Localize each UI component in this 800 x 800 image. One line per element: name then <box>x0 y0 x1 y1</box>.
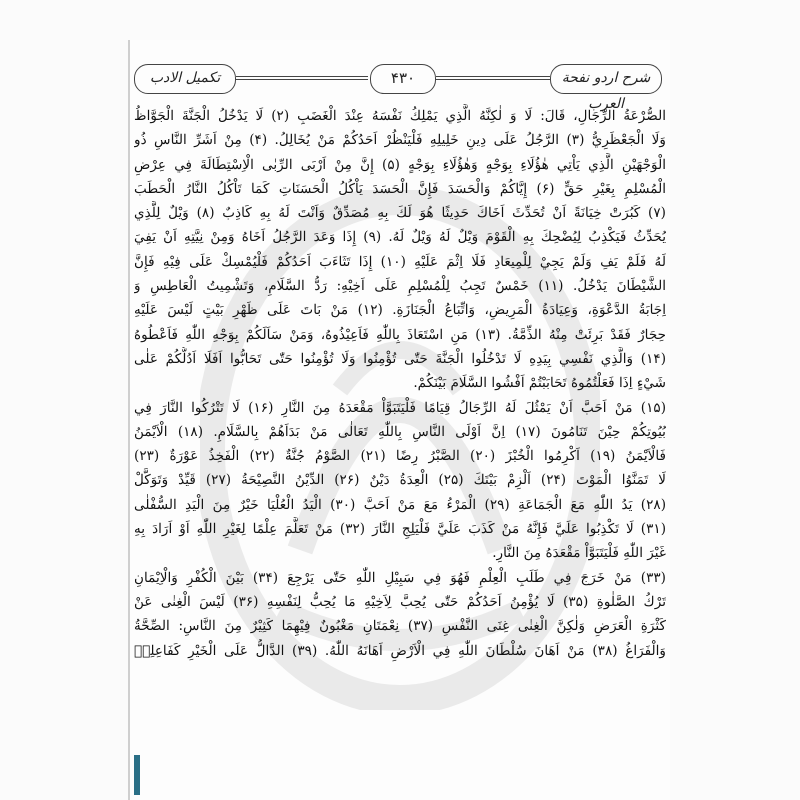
text-line: (۳۳) مَنْ خَرَجَ فِي طَلَبِ الْعِلْمِ فَهُوَ فِي سَبِيْلِ اللّٰهِ حَتّٰى يَرْجِعَ (۳۴) بَيْنَ الْكُفْرِ وَالْاِيْمَانِ <box>134 569 666 586</box>
text-line: اِجَابَةُ الدَّعْوَةِ، وَعِيَادَةُ الْمَرِيضِ، وَاتِّبَاعُ الْجَنَازَةِ. (۱۲) مَنْ بَاتَ عَلَى ظَهْرِ بَيْتٍ لَيْسَ عَلَيْهِ <box>134 302 666 319</box>
text-line: كَثْرَةِ الْعَرَضِ وَلٰكِنَّ الْغِنٰى غِنَى النَّفْسِ (۳۷) نِعْمَتَانِ مَغْبُونٌ فِيْهِمَا كَثِيْرٌ مِنَ النَّاسِ: الصِّحَّةُ <box>134 618 666 635</box>
text-line: حِجَارٌ فَقَدْ بَرِئَتْ مِنْهُ الذِّمَّةُ. (۱۳) مَنِ اسْتَعَاذَ بِاللّٰهِ فَاَعِيْذُوهُ، وَمَنْ سَاَلَكُمْ بِوَجْهِ اللّٰهِ فَاَعْطُوهُ <box>134 326 666 343</box>
text-line: الْوَجْهَيْنِ الَّذِي يَاْتِي هٰؤُلَاءِ بِوَجْهٍ وَهٰؤُلَاءِ بِوَجْهٍ (۵) إِنَّ مِنْ اَرْبَى الرِّبٰى الْاِسْتِطَالَةَ فِي عِرْضِ <box>134 156 666 173</box>
text-line: الْمُسْلِمِ بِغَيْرِ حَقٍّ (۶) إِيَّاكُمْ وَالْحَسَدَ فَإِنَّ الْحَسَدَ يَاْكُلُ الْحَسَنَاتِ كَمَا تَاْكُلُ النَّارُ الْحَطَبَ <box>134 180 666 197</box>
text-line: شَيْءٍ اِذَا فَعَلْتُمُوهُ تَحَابَبْتُمْ اَفْشُوا السَّلَامَ بَيْنَكُمْ. <box>413 375 666 392</box>
page-header <box>130 58 670 112</box>
text-line: تَرْكُ الصَّلٰوةِ (۳۵) لَا يُؤْمِنُ اَحَدُكُمْ حَتّٰى يُحِبَّ لِاَخِيْهِ مَا يُحِبُّ لِنَفْسِهِ (۳۶) لَيْسَ الْغِنٰى عَنْ <box>134 593 666 610</box>
text-line: يُحَدِّثُ فَيَكْذِبُ لِيُضْحِكَ بِهِ الْقَوْمَ وَيْلٌ لَهُ وَيْلٌ لَهُ. (۹) إِذَا وَعَدَ الرَّجُلُ اَخَاهُ وَمِنْ نِيَّتِهِ اَنْ يَفِيَ <box>134 229 666 246</box>
text-line: فَالْاَيْمَنُ (۱۹) اَكْرِمُوا الْخُبْزَ (۲۰) الصَّبْرُ رِضًا (۲۱) الصَّوْمُ جُنَّةٌ (۲۲) الْفَخِذُ عَوْرَةٌ (۲۳) <box>134 448 666 465</box>
text-line: (۳۱) لَا تَكْذِبُوا عَلَيَّ فَإِنَّهُ مَنْ كَذَبَ عَلَيَّ فَلْيَلِجِ النَّارَ (۳۲) مَنْ تَعَلَّمَ عِلْمًا لِغَيْرِ اللّٰهِ اَوْ اَرَادَ بِهِ <box>134 521 666 538</box>
text-line: (۷) كَبُرَتْ خِيَانَةً اَنْ تُحَدِّثَ اَخَاكَ حَدِيثًا هُوَ لَكَ بِهِ مُصَدِّقٌ وَاَنْتَ لَهُ بِهِ كَاذِبٌ (۸) وَيْلٌ لِلَّذِي <box>134 205 666 222</box>
text-line: لَا تَمَنَّوُا الْمَوْتَ (۲۴) اَلْزِمْ بَيْتَكَ (۲۵) الْعِدَةُ دَيْنٌ (۲۶) الدِّيْنُ النَّصِيْحَةُ (۲۷) قَيِّدْ وَتَوَكَّلْ <box>134 472 666 489</box>
text-line: وَلَا الْجَعْظَرِيُّ (۳) الرَّجُلُ عَلَى دِينِ خَلِيلِهِ فَلْيَنْظُرْ اَحَدُكُمْ مَنْ يُخَالِلُ. (۴) مِنْ اَشَرِّ النَّاسِ ذُو <box>134 132 666 149</box>
text-line: وَالْفَرَاغُ (۳۸) مَنْ اَهَانَ سُلْطَانَ اللّٰهِ فِي الْاَرْضِ اَهَانَهُ اللّٰهُ. (۳۹) الدَّالُّ عَلَى الْخَيْرِ كَفَاعِلِهٖ <box>134 642 666 659</box>
paragraph <box>134 566 666 663</box>
text-line: (۱۴) وَالَّذِي نَفْسِي بِيَدِهِ لَا تَدْخُلُوا الْجَنَّةَ حَتّٰى تُؤْمِنُوا وَلَا تُؤْمِنُوا حَتّٰى تَحَابُّوا اَفَلَا اَدُلُّكُمْ عَلٰى <box>134 350 666 367</box>
header-rule-right <box>436 76 550 80</box>
page-number: ۴۳۰ <box>370 64 436 94</box>
book-page <box>128 40 670 800</box>
text-line: الصُّرْعَةُ الرِّجَالِ، قَالَ: لَا وَ لٰكِنَّهُ الَّذِي يَمْلِكُ نَفْسَهُ عِنْدَ الْغَضَبِ (۲) لَا يَدْخُلُ الْجَنَّةَ الْجَوَّاظُ <box>134 108 666 124</box>
header-book-title: تکمیل الادب <box>134 64 236 94</box>
page-body-text <box>134 104 666 794</box>
text-line: الشَّيْطَانَ يَدْخُلُ. (۱۱) خَمْسٌ تَجِبُ لِلْمُسْلِمِ عَلَى اَخِيْهِ: رَدُّ السَّلَامِ، وَتَشْمِيتُ الْعَاطِسِ وَ <box>134 278 666 295</box>
text-line: غَيْرَ اللّٰهِ فَلْيَتَبَوَّاْ مَقْعَدَهُ مِنَ النَّارِ. <box>492 545 666 562</box>
header-rule-left <box>236 76 368 80</box>
paragraph <box>134 396 666 566</box>
text-line: بُيُوتِكُمْ حِيْنَ تَنَامُونَ (۱۷) اِنَّ اَوْلَى النَّاسِ بِاللّٰهِ تَعَالٰى مَنْ بَدَاَهُمْ بِالسَّلَامِ. (۱۸) الْاَيْمَنُ <box>134 423 666 440</box>
text-line: (۱۵) مَنْ اَحَبَّ اَنْ يَمْثُلَ لَهُ الرِّجَالُ قِيَامًا فَلْيَتَبَوَّاْ مَقْعَدَهُ مِنَ النَّارِ (۱۶) لَا تَتْرُكُوا النَّارَ فِي <box>134 399 666 416</box>
text-line: لَهُ فَلَمْ يَفِ وَلَمْ يَجِيْ لِلْمِيعَادِ فَلَا اِثْمَ عَلَيْهِ (۱۰) إِذَا تَثَاءَبَ اَحَدُكُمْ فَلْيُمْسِكْ عَلَى فِيْهِ فَإِنَّ <box>134 253 666 270</box>
text-line: (۲۸) يَدُ اللّٰهِ مَعَ الْجَمَاعَةِ (۲۹) الْمَرْءُ مَعَ مَنْ اَحَبَّ (۳۰) الْيَدُ الْعُلْيَا خَيْرٌ مِنَ الْيَدِ السُّفْلٰى <box>134 496 666 513</box>
paragraph <box>134 104 666 396</box>
binding-edge <box>134 755 140 795</box>
header-series-title: شرح اردو نفحة العرب <box>550 64 662 94</box>
